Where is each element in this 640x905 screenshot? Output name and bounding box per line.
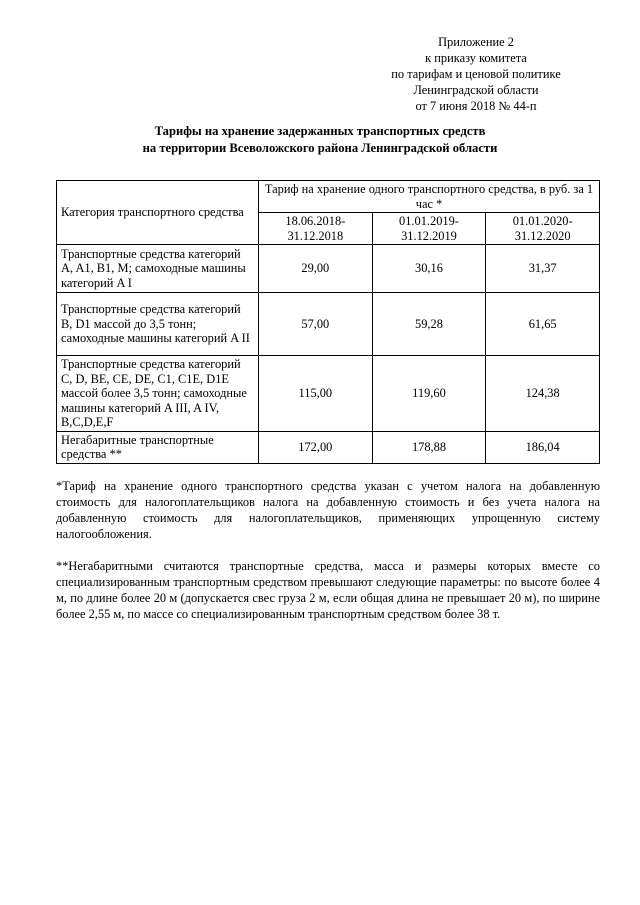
value-cell: 57,00 bbox=[259, 293, 373, 356]
value-cell: 29,00 bbox=[259, 245, 373, 293]
category-cell: Транспортные средства категорий B, D1 массой до 3,5 тонн; самоходные машины категорий A II bbox=[57, 293, 259, 356]
appendix-block bbox=[360, 34, 592, 114]
appendix-line: к приказу комитета bbox=[425, 51, 527, 65]
period-header: 01.01.2020-31.12.2020 bbox=[486, 213, 600, 245]
value-cell: 119,60 bbox=[372, 356, 486, 432]
value-cell: 115,00 bbox=[259, 356, 373, 432]
category-cell: Негабаритные транспортные средства ** bbox=[57, 431, 259, 463]
footnote-vat: *Тариф на хранение одного транспортного средства указан с учетом налога на добавленную стоимость для налогоплательщиков налога на добавленную стоимость и без учета налога на добавленную стоимость для налогоплательщиков, применяющих упрощенную систему налогообложения. bbox=[56, 479, 600, 542]
appendix-line: Приложение 2 bbox=[438, 35, 514, 49]
value-cell: 172,00 bbox=[259, 431, 373, 463]
value-cell: 31,37 bbox=[486, 245, 600, 293]
title-line-1: Тарифы на хранение задержанных транспортных средств bbox=[154, 124, 486, 138]
tariff-table bbox=[56, 180, 600, 464]
value-cell: 30,16 bbox=[372, 245, 486, 293]
footnote-oversized: **Негабаритными считаются транспортные средства, масса и размеры которых вместе со специализированным транспортным средством превышают следующие параметры: по высоте более 4 м, по длине более 20 м (допускается свес груза 2 м, если общая длина не превышает 20 м), по ширине более 2,55 м, по массе со специализированным транспортным средством более 38 т. bbox=[56, 559, 600, 622]
category-cell: Транспортные средства категорий A, A1, B1, M; самоходные машины категорий A I bbox=[57, 245, 259, 293]
period-header: 01.01.2019-31.12.2019 bbox=[372, 213, 486, 245]
category-cell: Транспортные средства категорий C, D, BE, CE, DE, C1, C1E, D1E массой более 3,5 тонн; самоходные машины категорий A III, A IV, B,C,D,E,F bbox=[57, 356, 259, 432]
period-header: 18.06.2018-31.12.2018 bbox=[259, 213, 373, 245]
value-cell: 178,88 bbox=[372, 431, 486, 463]
document-title bbox=[40, 123, 600, 157]
tariff-header: Тариф на хранение одного транспортного средства, в руб. за 1 час * bbox=[259, 181, 600, 213]
category-header: Категория транспортного средства bbox=[57, 181, 259, 245]
table-row bbox=[57, 245, 600, 293]
table-row bbox=[57, 431, 600, 463]
appendix-line: от 7 июня 2018 № 44-п bbox=[415, 99, 537, 113]
appendix-line: по тарифам и ценовой политике bbox=[391, 67, 561, 81]
appendix-line: Ленинградской области bbox=[413, 83, 539, 97]
value-cell: 124,38 bbox=[486, 356, 600, 432]
title-line-2: на территории Всеволожского района Ленинградской области bbox=[142, 141, 498, 155]
table-row bbox=[57, 356, 600, 432]
value-cell: 59,28 bbox=[372, 293, 486, 356]
table-row bbox=[57, 293, 600, 356]
table-header-row bbox=[57, 181, 600, 213]
value-cell: 186,04 bbox=[486, 431, 600, 463]
value-cell: 61,65 bbox=[486, 293, 600, 356]
